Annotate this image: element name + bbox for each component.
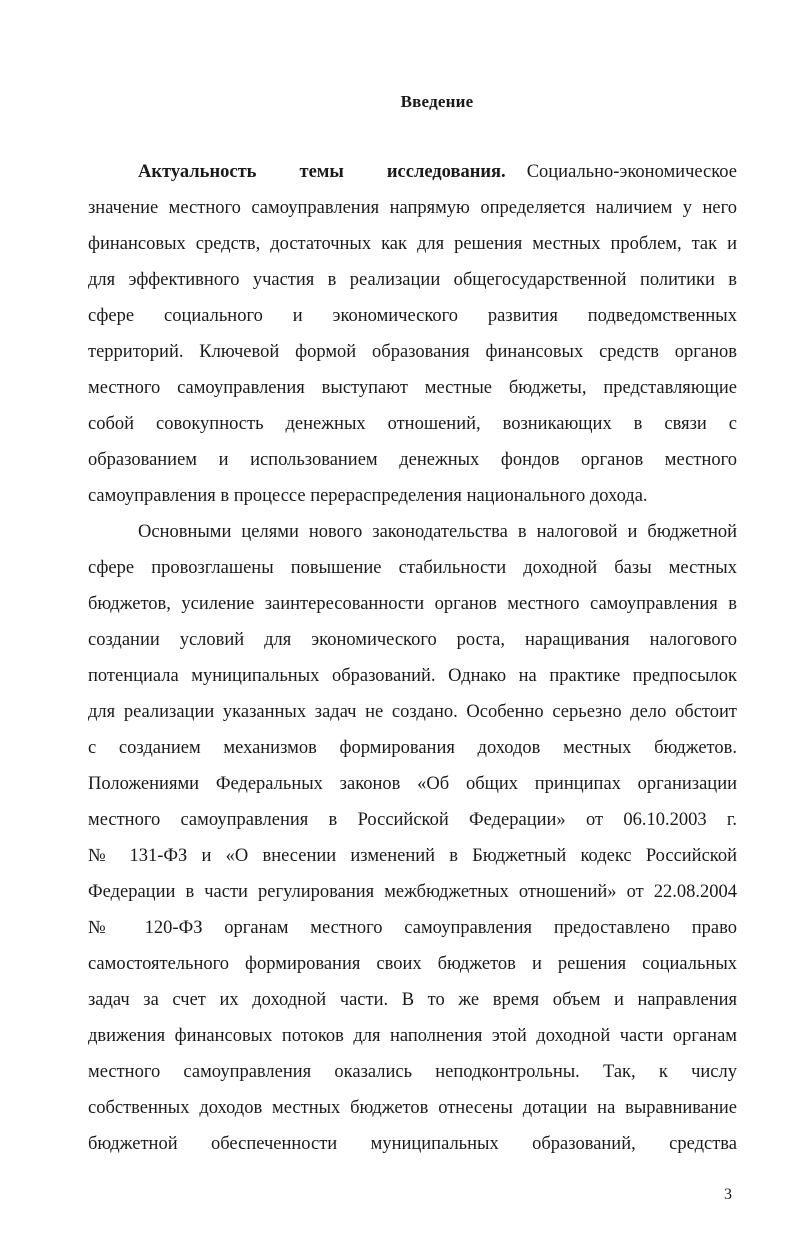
page-number: 3 (724, 1186, 732, 1203)
paragraph-line: создании условий для экономического роста, наращивания налогового (88, 630, 737, 650)
paragraph-line: самоуправления в процессе перераспределения национального дохода. (88, 486, 648, 506)
paragraph-line: образованием и использованием денежных фондов органов местного (88, 450, 737, 470)
paragraph-line: местного самоуправления выступают местные бюджеты, представляющие (88, 378, 737, 398)
paragraph-line: местного самоуправления в Российской Федерации» от 06.10.2003 г. (88, 810, 737, 830)
paragraph-line: сфере социального и экономического развития подведомственных (88, 306, 737, 326)
paragraph-line: собой совокупность денежных отношений, возникающих в связи с (88, 414, 737, 434)
paragraph-line: Федерации в части регулирования межбюджетных отношений» от 22.08.2004 (88, 882, 737, 902)
paragraph-line: для реализации указанных задач не создано. Особенно серьезно дело обстоит (88, 702, 737, 722)
paragraph-line: бюджетной обеспеченности муниципальных образований, средства (88, 1134, 737, 1154)
paragraph-text: Социально-экономическое (526, 162, 737, 182)
paragraph-line: территорий. Ключевой формой образования финансовых средств органов (88, 342, 737, 362)
paragraph-line: задач за счет их доходной части. В то же время объем и направления (88, 990, 737, 1010)
paragraph-line: самостоятельного формирования своих бюджетов и решения социальных (88, 954, 737, 974)
paragraph-line: значение местного самоуправления напрямую определяется наличием у него (88, 198, 737, 218)
paragraph-line: № 120-ФЗ органам местного самоуправления предоставлено право (88, 918, 737, 938)
paragraph-line: местного самоуправления оказались неподконтрольны. Так, к числу (88, 1062, 737, 1082)
paragraph-line: бюджетов, усиление заинтересованности органов местного самоуправления в (88, 594, 737, 614)
paragraph-line: собственных доходов местных бюджетов отнесены дотации на выравнивание (88, 1098, 737, 1118)
paragraph-line: с созданием механизмов формирования доходов местных бюджетов. (88, 738, 737, 758)
paragraph-line: Основными целями нового законодательства в налоговой и бюджетной (138, 522, 737, 542)
paragraph-line: сфере провозглашены повышение стабильности доходной базы местных (88, 558, 737, 578)
paragraph-line: финансовых средств, достаточных как для решения местных проблем, так и (88, 234, 737, 254)
paragraph-line: потенциала муниципальных образований. Однако на практике предпосылок (88, 666, 737, 686)
paragraph-line: для эффективного участия в реализации общегосударственной политики в (88, 270, 737, 290)
page-title: Введение (400, 92, 474, 111)
paragraph-line: № 131-ФЗ и «О внесении изменений в Бюджетный кодекс Российской (88, 846, 737, 866)
paragraph-lead: Актуальность темы исследования. (138, 162, 506, 182)
paragraph-line (138, 160, 737, 184)
paragraph-line: Положениями Федеральных законов «Об общих принципах организации (88, 774, 737, 794)
paragraph-line: движения финансовых потоков для наполнения этой доходной части органам (88, 1026, 737, 1046)
